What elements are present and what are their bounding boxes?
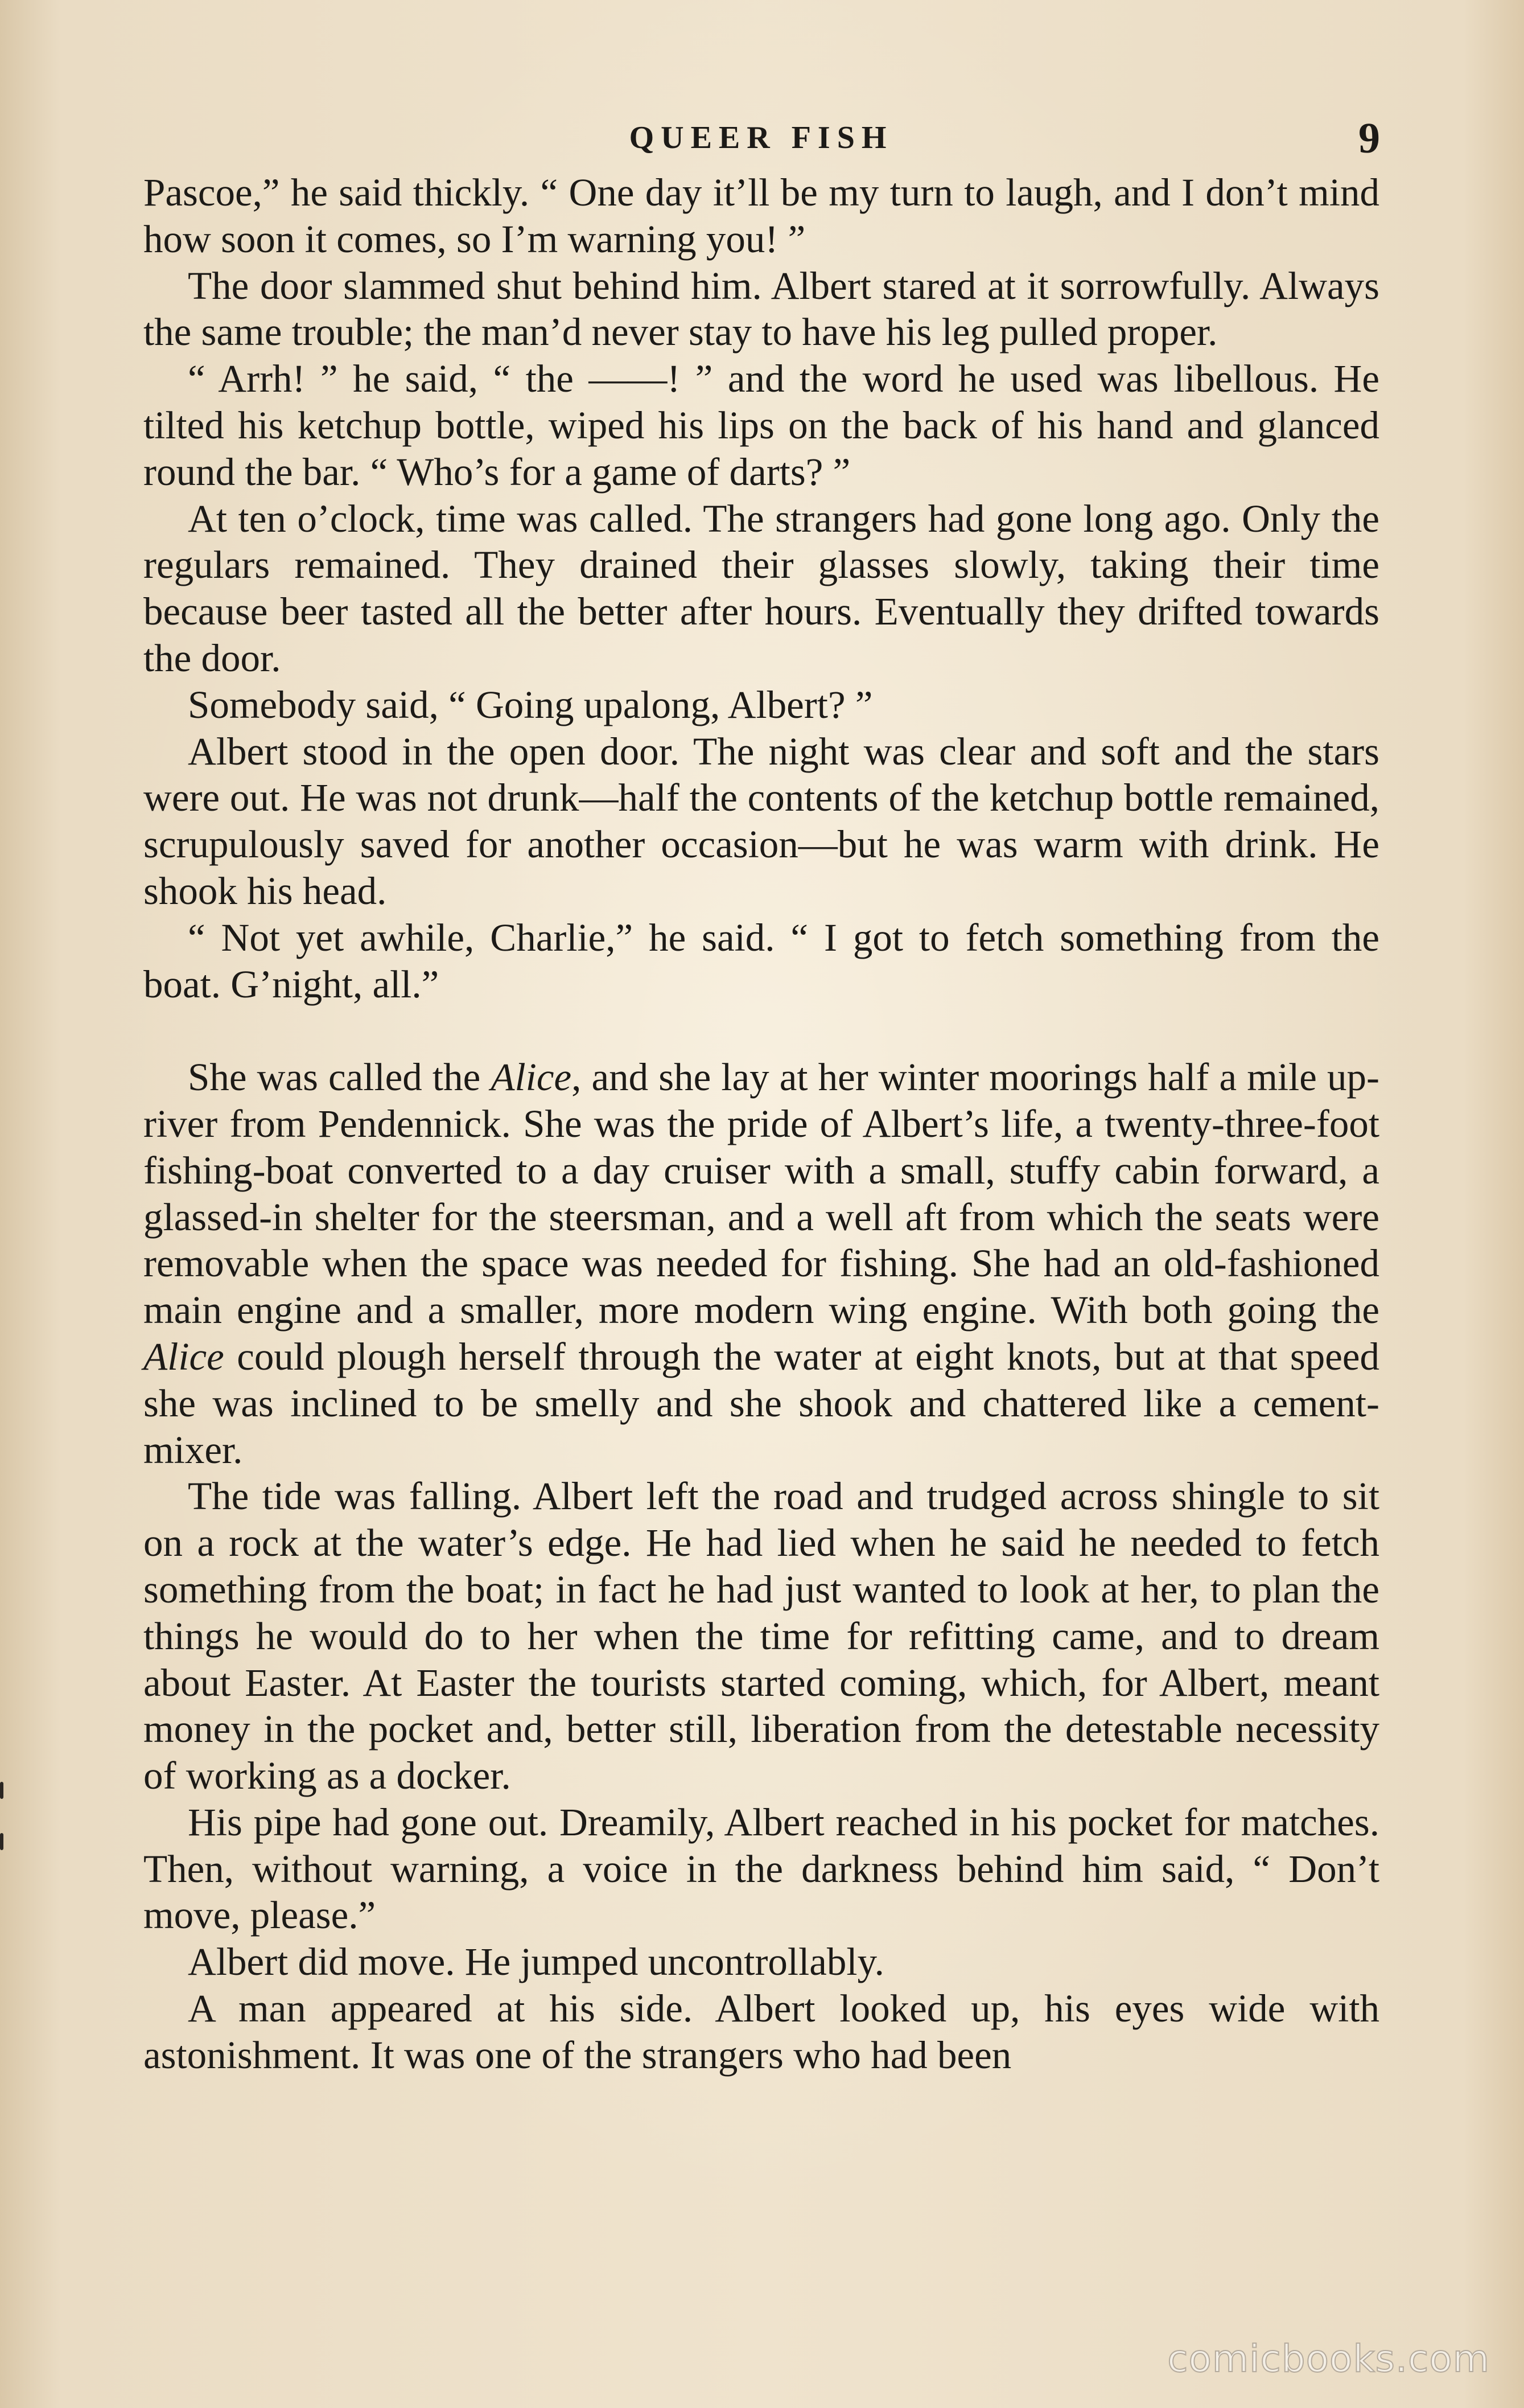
watermark: comicbooks.com [1167, 2337, 1490, 2381]
page-header [142, 114, 1380, 165]
paragraph: At ten o’clock, time was called. The strangers had gone long ago. Only the regulars remained. They drained their glasses slowly, taking their time because beer tasted all the better after hours. Eventually they drifted towards the door. [143, 496, 1379, 680]
paragraph: The tide was falling. Albert left the road and trudged across shingle to sit on a rock at the water’s edge. He had lied when he said he needed to fetch something from the boat; in fact he had just wanted to look at her, to plan the things he would do to her when the time for refitting came, and to dream about Easter. At Easter the tourists started coming, which, for Albert, meant money in the pocket and, better still, liberation from the detestable necessity of working as a docker. [143, 1474, 1379, 1798]
paragraph: His pipe had gone out. Dreamily, Albert reached in his pocket for matches. Then, without warning, a voice in the darkness behind him said, “ Don’t move, please.” [143, 1800, 1379, 1937]
paragraph: “ Not yet awhile, Charlie,” he said. “ I got to fetch something from the boat. G’night, all.” [143, 915, 1379, 1006]
binding-mark [0, 1782, 3, 1799]
paragraph: A man appeared at his side. Albert looked up, his eyes wide with astonishment. It was one of the strangers who had been [143, 1987, 1379, 2077]
boat-name-italic: Alice [143, 1334, 224, 1378]
section-paragraph [143, 1054, 1379, 1473]
paragraph: Albert did move. He jumped uncontrollably. [188, 1940, 884, 1984]
paragraph: The door slammed shut behind him. Albert stared at it sorrowfully. Always the same trouble; the man’d never stay to have his leg pulled proper. [143, 264, 1379, 354]
paragraph: Albert stood in the open door. The night was clear and soft and the stars were out. He was not drunk—half the contents of the ketchup bottle remained, scrupulously saved for another occasion—but he was warm with drink. He shook his head. [143, 729, 1379, 913]
running-head: QUEER FISH [629, 120, 893, 155]
text-run: She was called the [188, 1055, 491, 1099]
text-run: could plough herself through the water at eight knots, but at that speed she was inclined to be smelly and she shook and chattered like a cement-mixer. [143, 1334, 1379, 1472]
paragraph: Pascoe,” he said thickly. “ One day it’ll be my turn to laugh, and I don’t mind how soon it comes, so I’m warning you! ” [143, 171, 1379, 261]
page-number: 9 [1358, 114, 1380, 162]
text-run: , and she lay at her winter moorings half a mile up-river from Pendennick. She was the pride of Albert’s life, a twenty-three-foot fishing-boat converted to a day cruiser with a small, stuffy cabin forward, a glassed-in shelter for the steersman, and a well aft from which the seats were removable when the space was needed for fishing. She had an old-fashioned main engine and a smaller, more modern wing engine. With both going the [143, 1055, 1379, 1332]
paragraph: “ Arrh! ” he said, “ the ——! ” and the word he used was libellous. He tilted his ketchup bottle, wiped his lips on the back of his hand and glanced round the bar. “ Who’s for a game of darts? ” [143, 357, 1379, 494]
boat-name-italic: Alice [491, 1055, 572, 1099]
body-text [143, 170, 1379, 2079]
paragraph: Somebody said, “ Going upalong, Albert? ” [188, 683, 873, 726]
binding-mark [0, 1833, 3, 1850]
